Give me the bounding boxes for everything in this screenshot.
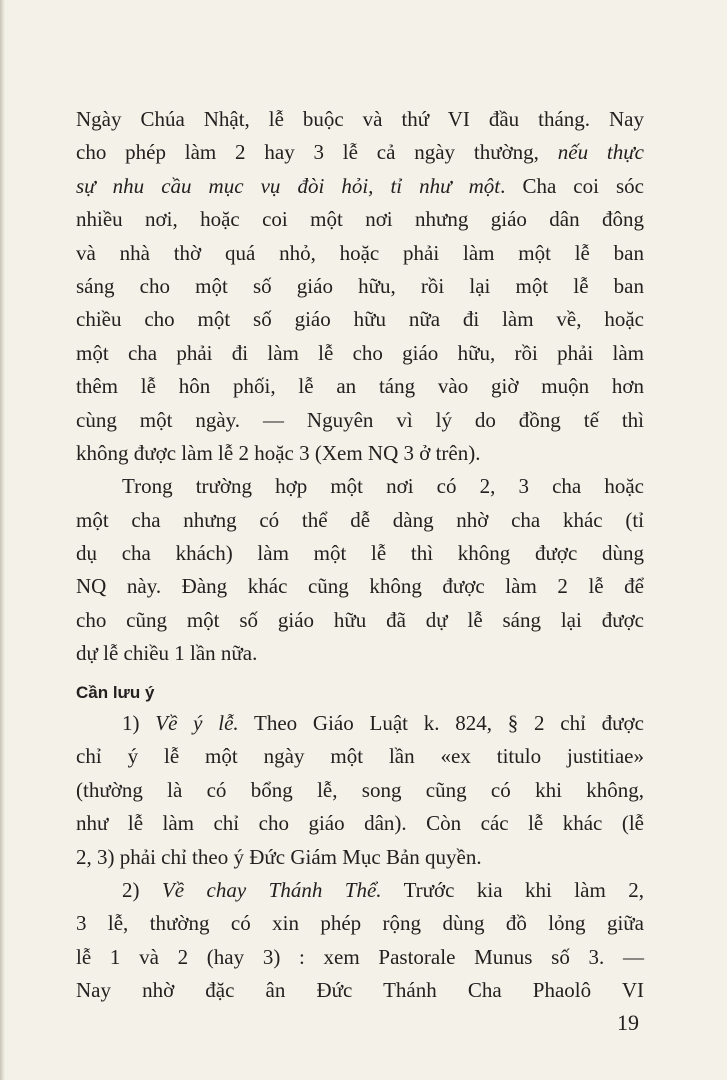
text-line: 2, 3) phải chỉ theo ý Đức Giám Mục Bản quyền. — [76, 844, 482, 869]
text-line: như lễ làm chỉ cho giáo dân). Còn các lễ khác (lễ — [76, 811, 644, 836]
page-text — [76, 103, 644, 1008]
text-line: 2) Về chay Thánh Thể. Trước kia khi làm 2, — [122, 877, 644, 902]
text-line: chiều cho một số giáo hữu nữa đi làm về, hoặc — [76, 307, 644, 332]
text-line: cho phép làm 2 hay 3 lễ cả ngày thường, nếu thực — [76, 140, 644, 165]
page-number: 19 — [617, 1010, 639, 1035]
text-line: một cha nhưng có thể dễ dàng nhờ cha khác (tỉ — [76, 507, 644, 532]
text-line: Trong trường hợp một nơi có 2, 3 cha hoặc — [122, 474, 644, 499]
text-line: 1) Về ý lễ. Theo Giáo Luật k. 824, § 2 chỉ được — [122, 711, 644, 736]
text-line: Nay nhờ đặc ân Đức Thánh Cha Phaolô VI — [76, 978, 644, 1003]
section-heading: Cần lưu ý — [76, 682, 155, 702]
text-line: dụ cha khách) làm một lễ thì không được dùng — [76, 541, 644, 566]
text-line: và nhà thờ quá nhỏ, hoặc phải làm một lễ ban — [76, 240, 644, 265]
text-line: 3 lễ, thường có xin phép rộng dùng đồ lỏng giữa — [76, 911, 644, 936]
text-line: sự nhu cầu mục vụ đòi hỏi, tỉ như một. Cha coi sóc — [76, 173, 644, 198]
text-line: dự lễ chiều 1 lần nữa. — [76, 641, 258, 666]
text-line: thêm lễ hôn phối, lễ an táng vào giờ muộn hơn — [76, 374, 644, 399]
text-line: chỉ ý lễ một ngày một lần «ex titulo justitiae» — [76, 744, 644, 769]
text-line: NQ này. Đàng khác cũng không được làm 2 lễ để — [76, 574, 644, 599]
text-line: (thường là có bổng lễ, song cũng có khi không, — [76, 777, 644, 802]
page-edge-shadow — [0, 0, 5, 1080]
text-line: lễ 1 và 2 (hay 3) : xem Pastorale Munus số 3. — — [76, 944, 644, 969]
text-line: sáng cho một số giáo hữu, rồi lại một lễ ban — [76, 273, 644, 298]
text-line: nhiều nơi, hoặc coi một nơi nhưng giáo dân đông — [76, 207, 644, 232]
text-line: Ngày Chúa Nhật, lễ buộc và thứ VI đầu tháng. Nay — [76, 107, 644, 131]
text-line: không được làm lễ 2 hoặc 3 (Xem NQ 3 ở trên). — [76, 440, 481, 465]
text-line: một cha phải đi làm lễ cho giáo hữu, rồi phải làm — [76, 340, 644, 365]
text-line: cùng một ngày. — Nguyên vì lý do đồng tế thì — [76, 407, 644, 432]
text-line: cho cũng một số giáo hữu đã dự lễ sáng lại được — [76, 607, 644, 632]
